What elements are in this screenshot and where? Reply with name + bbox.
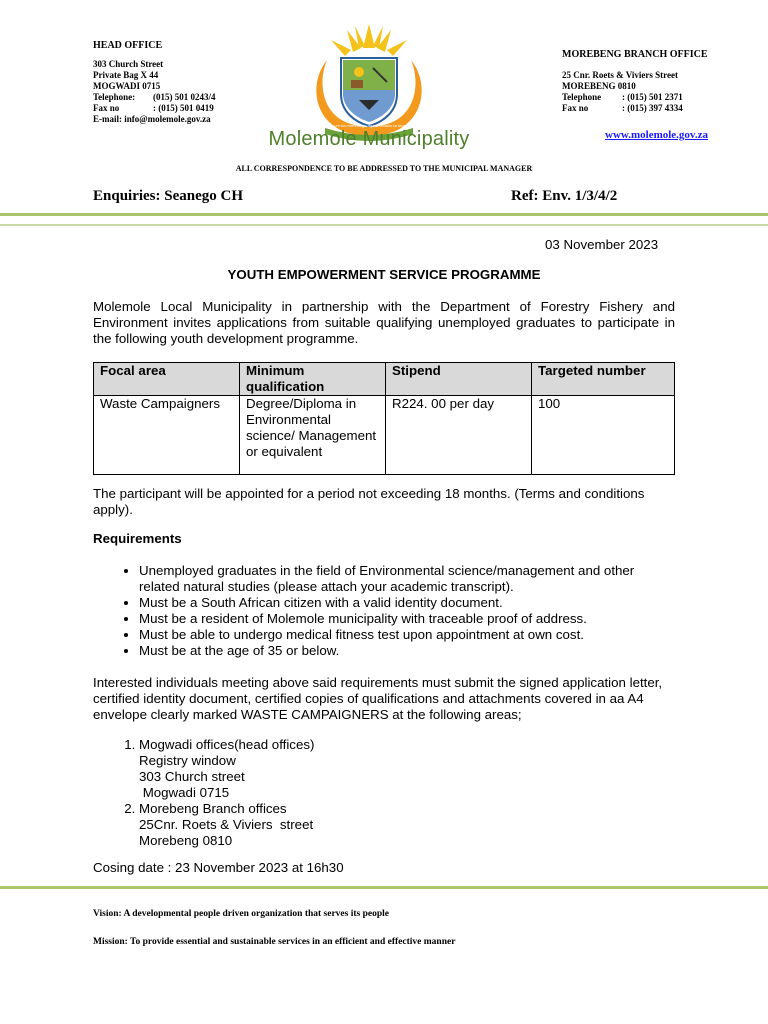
list-item: • Must be a South African citizen with a valid identity document.	[139, 595, 675, 611]
table-header: Focal area	[94, 363, 240, 396]
logo-motto: Ensure ka mmoho, go aga setshaba sa borena	[327, 123, 411, 128]
closing-date: Cosing date : 23 November 2023 at 16h30	[93, 860, 344, 875]
mission-statement: Mission: To provide essential and sustainable services in an efficient and effective manner	[93, 937, 456, 947]
vision-statement: Vision: A developmental people driven organization that serves its people	[93, 909, 389, 919]
branch-office-fax: : (015) 397 4334	[622, 103, 683, 113]
head-office-line: Private Bag X 44	[93, 70, 159, 80]
header-divider	[0, 213, 768, 216]
logo-name: Molemole Municipality	[268, 128, 470, 150]
subheader-divider	[0, 224, 768, 226]
branch-office-block	[562, 49, 708, 114]
address-line: 2. Morebeng Branch offices	[139, 801, 287, 816]
head-office-telephone-row	[93, 92, 216, 103]
branch-office-fax-label: Fax no	[562, 103, 589, 113]
submission-paragraph: Interested individuals meeting above said requirements must submit the signed application letter, certified identity document, certified copies of qualifications and attachments covered in aa A4 envelope clearly marked WASTE CAMPAIGNERS at the following areas;	[93, 675, 663, 722]
list-item: • Must be a resident of Molemole municipality with traceable proof of address.	[139, 611, 675, 627]
footer-divider	[0, 886, 768, 889]
table-cell-qualification: Degree/Diploma in Environmental science/ Management or equivalent	[240, 396, 386, 475]
enquiries: Enquiries: Seanego CH	[93, 188, 244, 204]
website-link[interactable]: www.molemole.gov.za	[605, 129, 708, 141]
branch-office-fax-row	[562, 103, 708, 114]
list-item	[139, 801, 314, 849]
appointment-period-note: The participant will be appointed for a period not exceeding 18 months. (Terms and conditions apply).	[93, 486, 645, 517]
table-cell-stipend: R224. 00 per day	[386, 396, 532, 475]
head-office-fax-row	[93, 103, 216, 114]
head-office-title: HEAD OFFICE	[93, 40, 163, 51]
reference-number: Ref: Env. 1/3/4/2	[511, 188, 618, 204]
head-office-telephone: (015) 501 0243/4	[153, 92, 216, 102]
table-cell-targeted-number: 100	[532, 396, 675, 475]
municipality-logo	[255, 24, 483, 156]
branch-office-telephone-row	[562, 92, 708, 103]
table-row	[94, 396, 675, 475]
address-line: Mogwadi 0715	[139, 785, 230, 800]
head-office-line: MOGWADI 0715	[93, 81, 161, 91]
requirements-heading: Requirements	[93, 531, 182, 546]
list-item	[139, 737, 314, 801]
head-office-block	[93, 40, 216, 125]
address-line: 25Cnr. Roets & Viviers street	[139, 817, 314, 832]
list-item: • Unemployed graduates in the field of Environmental science/management and other related natural studies (please attach your academic transcript).	[139, 563, 675, 595]
head-office-line: 303 Church Street	[93, 59, 164, 69]
branch-office-telephone-label: Telephone	[562, 92, 602, 102]
table-cell-focal-area: Waste Campaigners	[94, 396, 240, 475]
table-header: Targeted number	[532, 363, 675, 396]
head-office-fax-label: Fax no	[93, 103, 120, 113]
address-line: 303 Church street	[139, 769, 245, 784]
table-header: Stipend	[386, 363, 532, 396]
branch-office-line: 25 Cnr. Roets & Viviers Street	[562, 70, 678, 80]
head-office-fax: : (015) 501 0419	[153, 103, 214, 113]
submission-areas-list	[93, 737, 314, 849]
table-header: Minimum qualification	[240, 363, 386, 396]
list-item: • Must be at the age of 35 or below.	[139, 643, 675, 659]
branch-office-telephone: : (015) 501 2371	[622, 92, 683, 102]
intro-paragraph: Molemole Local Municipality in partnership with the Department of Forestry Fishery and Environment invites applications from suitable qualifying unemployed graduates to participate in the following youth development programme.	[93, 299, 675, 346]
list-item: • Must be able to undergo medical fitness test upon appointment at own cost.	[139, 627, 675, 643]
table-header-row	[94, 363, 675, 396]
address-line: 1. Mogwadi offices(head offices)	[139, 737, 315, 752]
branch-office-line: MOREBENG 0810	[562, 81, 636, 91]
head-office-email: E-mail: info@molemole.gov.za	[93, 114, 211, 124]
page-title: YOUTH EMPOWERMENT SERVICE PROGRAMME	[227, 267, 541, 282]
address-line: Morebeng 0810	[139, 833, 233, 848]
letter-date: 03 November 2023	[545, 237, 659, 252]
branch-office-title: MOREBENG BRANCH OFFICE	[562, 49, 708, 60]
requirements-list	[93, 563, 675, 659]
address-line: Registry window	[139, 753, 236, 768]
head-office-telephone-label: Telephone:	[93, 92, 136, 102]
correspondence-note: ALL CORRESPONDENCE TO BE ADDRESSED TO THE MUNICIPAL MANAGER	[235, 164, 533, 173]
programme-table	[93, 362, 675, 475]
